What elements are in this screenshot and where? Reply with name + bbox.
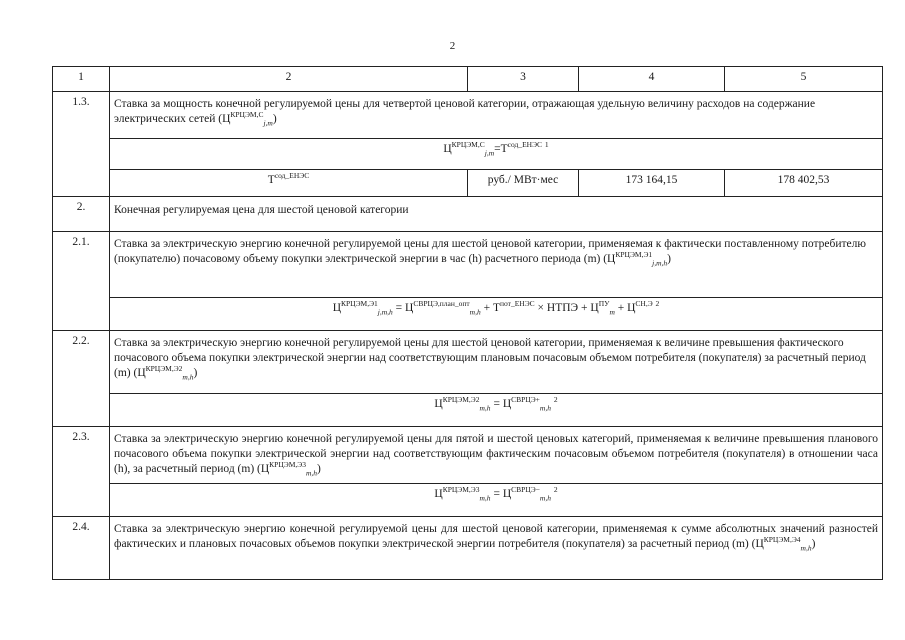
- header-col-4: 4: [579, 67, 725, 92]
- section-title: Конечная регулируемая цена для шестой ценовой категории: [110, 197, 883, 232]
- formula: $Ц^{КРЦЭМ,Э1}_{j,m,h} = Ц^{СВРЦЭ,план\_опт}_{m,h} + Т^{пот\_ЕНЭС}$ × НТПЭ + $Ц^{ПУ}_m + Ц^{СН,Э}$ $^2$: [110, 298, 883, 331]
- formula: $Ц^{КРЦЭМ,Э2}_{m,h} = Ц^{СВРЦЭ+}_{m,h}$ $^2$: [110, 394, 883, 427]
- header-col-1: 1: [53, 67, 110, 92]
- footnote-mark: 2: [553, 395, 558, 405]
- tariff-label: $Т^{сод\_ЕНЭС}$: [110, 170, 468, 197]
- row-2-4: [53, 517, 883, 580]
- header-row: [53, 67, 883, 92]
- row-description: Ставка за электрическую энергию конечной регулируемой цены для пятой и шестой ценовых категорий, применяемая к величине превышения планового почасового объема покупки электрической энергии над соответствующим фактическим почасовым объемом потребителя (покупателя) в отношении часа (h), за расчетный период (m) $(Ц^{КРЦЭМ,Э3}_{m,h})$: [110, 427, 883, 484]
- description-text: Ставка за электрическую энергию конечной регулируемой цены для пятой и шестой ценовых категорий, применяемая к величине превышения планового почасового объема покупки электрической энергии над соответствующим фактическим почасовым объемом потребителя (покупателя) в отношении часа (h), за расчетный период (m) (: [114, 433, 878, 475]
- row-1-3-formula: [53, 139, 883, 170]
- unit-cell: руб./ МВт·мес: [468, 170, 579, 197]
- row-description: Ставка за мощность конечной регулируемой цены для четвертой ценовой категории, отражающая удельную величину расходов на содержание электрических сетей $(Ц^{КРЦЭМ,С}_{j,m})$: [110, 92, 883, 139]
- page-number: 2: [449, 40, 456, 52]
- row-number: 2.3.: [53, 427, 110, 517]
- header-col-2: 2: [110, 67, 468, 92]
- row-2-3: [53, 427, 883, 484]
- row-2-1-formula: [53, 298, 883, 331]
- row-number: 2.4.: [53, 517, 110, 580]
- value-1: 173 164,15: [579, 170, 725, 197]
- row-description: Ставка за электрическую энергию конечной регулируемой цены для шестой ценовой категории, применяемая к сумме абсолютных значений разностей фактических и плановых почасовых объемов покупки электрической энергии потребителя (покупателя) за расчетный период (m) $(Ц^{КРЦЭМ,Э4}_{m,h})$: [110, 517, 883, 580]
- footnote-mark: 2: [553, 485, 558, 495]
- row-2: [53, 197, 883, 232]
- description-text: Ставка за электрическую энергию конечной регулируемой цены для шестой ценовой категории, применяемая к величине превышения фактического почасового объема покупки электрической энергии над соответствующим плановым почасовым объемом потребителя (покупателя) за расчетный период (m) (: [114, 337, 866, 379]
- footnote-mark: 2: [655, 299, 660, 309]
- description-text: Ставка за электрическую энергию конечной регулируемой цены для шестой ценовой категории, применяемая к фактически поставленному потребителю (покупателю) почасовому объему покупки электрической энергии в час (h) расчетного периода (m) (: [114, 238, 866, 265]
- formula: $Ц^{КРЦЭМ,Э3}_{m,h} = Ц^{СВРЦЭ-}_{m,h}$ $^2$: [110, 484, 883, 517]
- row-1-3-values: [53, 170, 883, 197]
- footnote-mark: 1: [544, 140, 549, 150]
- description-text: Ставка за электрическую энергию конечной регулируемой цены для шестой ценовой категории, применяемая к сумме абсолютных значений разностей фактических и плановых почасовых объемов покупки электрической энергии потребителя (покупателя) за расчетный период (m) (: [114, 523, 878, 550]
- row-2-3-formula: [53, 484, 883, 517]
- header-col-5: 5: [725, 67, 883, 92]
- row-1-3: [53, 92, 883, 139]
- header-col-3: 3: [468, 67, 579, 92]
- row-2-2-formula: [53, 394, 883, 427]
- value-2: 178 402,53: [725, 170, 883, 197]
- row-number: 2.2.: [53, 331, 110, 427]
- tariff-table: [52, 66, 883, 580]
- row-description: Ставка за электрическую энергию конечной регулируемой цены для шестой ценовой категории, применяемая к фактически поставленному потребителю (покупателю) почасовому объему покупки электрической энергии в час (h) расчетного периода (m) $(Ц^{КРЦЭМ,Э1}_{j,m,h})$: [110, 232, 883, 298]
- row-number: 2.: [53, 197, 110, 232]
- row-2-2: [53, 331, 883, 394]
- row-description: Ставка за электрическую энергию конечной регулируемой цены для шестой ценовой категории, применяемая к величине превышения фактического почасового объема покупки электрической энергии над соответствующим плановым почасовым объемом потребителя (покупателя) за расчетный период (m) $(Ц^{КРЦЭМ,Э2}_{m,h})$: [110, 331, 883, 394]
- row-number: 2.1.: [53, 232, 110, 331]
- row-number: 1.3.: [53, 92, 110, 197]
- row-2-1: [53, 232, 883, 298]
- description-text: Ставка за мощность конечной регулируемой цены для четвертой ценовой категории, отражающая удельную величину расходов на содержание электрических сетей (: [114, 98, 816, 125]
- formula: $Ц^{КРЦЭМ,С}_{j,m}=Т^{сод\_ЕНЭС}$ $^1$: [110, 139, 883, 170]
